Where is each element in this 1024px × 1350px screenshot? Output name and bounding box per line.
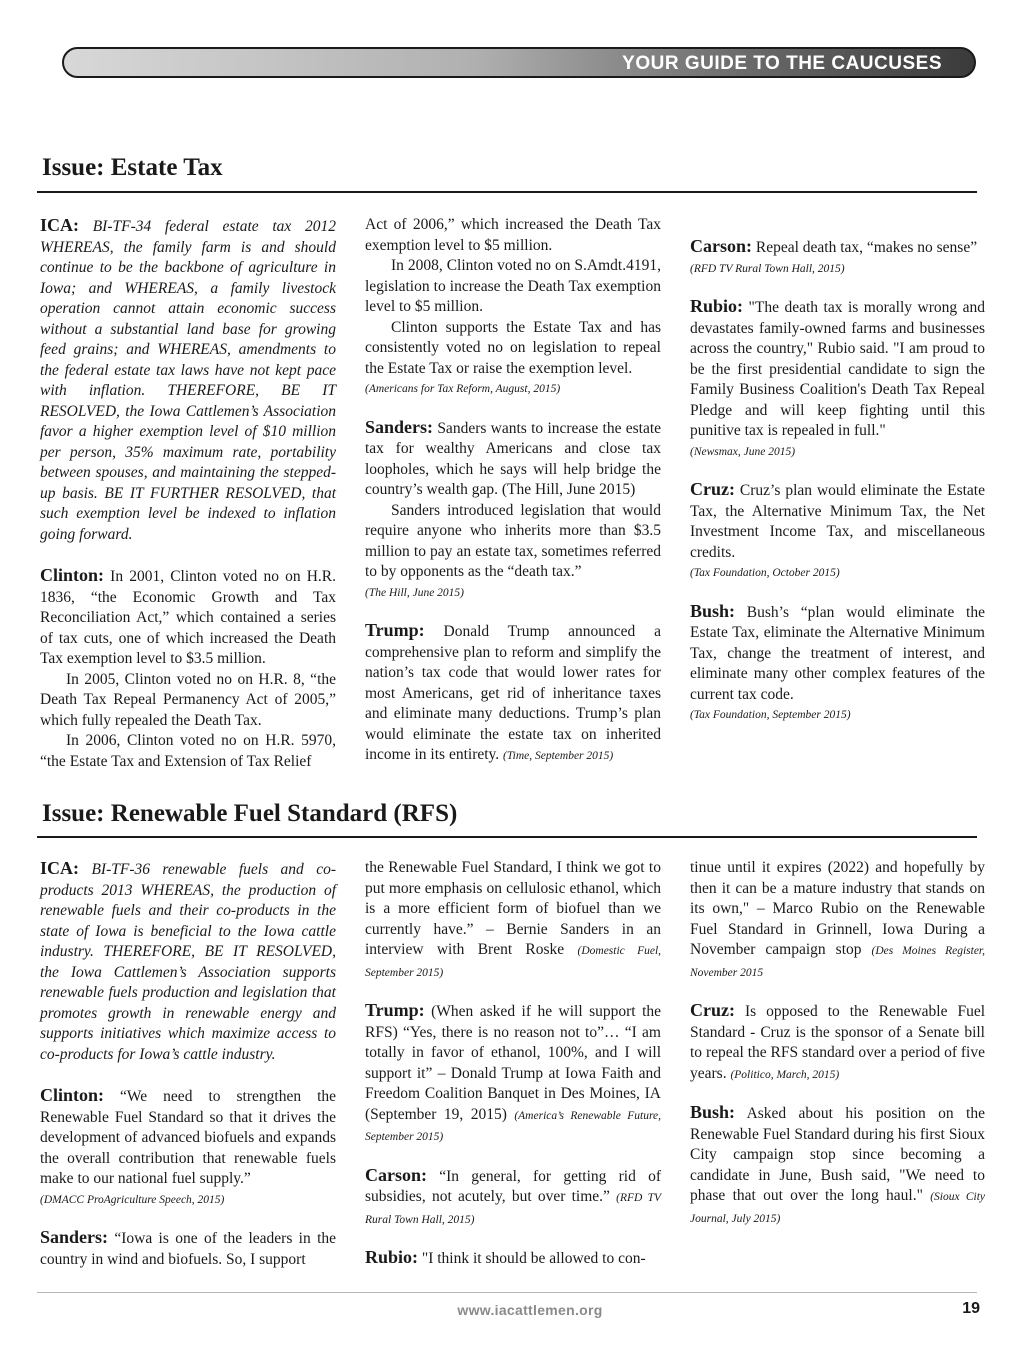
ica-resolution-text: BI-TF-36 renewable fuels and co-products 2013 WHEREAS, the production of renewable fuels and their co-products in the state of Iowa is beneficial to the Iowa cattle industry. THEREFORE, BE IT RESOLVED, the Iowa Cattlemen’s Association supports renewable fuels production and legislation that promotes growth in renewable energy and supports initiatives which maximize access to co-products for Iowa’s cattle industry.: [40, 861, 336, 1063]
estate-trump-entry: [365, 620, 661, 767]
paragraph-text: Sanders wants to increase the estate tax for wealthy Americans and close tax loopholes, which he says will help bridge the country’s wealth gap. (The Hill, June 2015): [365, 419, 662, 498]
estate-column-2: [365, 215, 661, 767]
estate-carson-entry: [690, 236, 985, 259]
paragraph-text: In 2006, Clinton voted no on H.R. 5970, “the Estate Tax and Extension of Tax Relief: [40, 732, 336, 770]
candidate-label: Cruz:: [690, 479, 735, 499]
paragraph-text: Repeal death tax, “makes no sense”: [755, 239, 978, 256]
citation: (Tax Foundation, October 2015): [690, 567, 840, 579]
citation: (RFD TV Rural Town Hall, 2015): [690, 262, 845, 275]
rfs-column-1: [40, 858, 336, 1270]
citation: (America’s Renewable Future, September 2015): [365, 1109, 662, 1143]
rfs-rubio-entry: [365, 1247, 661, 1270]
paragraph-text: Bush’s “plan would eliminate the Estate Tax, eliminate the Alternative Minimum Tax, change the treatment of interest, and eliminate many other complex features of the current tax code.: [690, 603, 985, 703]
paragraph-text: In 2008, Clinton voted no on S.Amdt.4191, legislation to increase the Death Tax exemption level to $5 million.: [365, 257, 661, 315]
ica-resolution-text: BI-TF-34 federal estate tax 2012 WHEREAS, the family farm is and should continue to be the backbone of agriculture in Iowa; and WHEREAS, a family livestock operation cannot attain economic success without a substantial land base for growing feed grains; and WHEREAS, amendments to the federal estate tax laws have not kept pace with inflation. THEREFORE, BE IT RESOLVED, the Iowa Cattlemen’s Association favor a higher exemption level of $10 million per person, 35% maximum rate, portability between spouses, and maintaining the stepped-up basis. BE IT FURTHER RESOLVED, that such exemption level be indexed to inflation going forward.: [40, 218, 337, 543]
paragraph-text: In 2005, Clinton voted no on H.R. 8, “the Death Tax Repeal Permanency Act of 2005,” which fully repealed the Death Tax.: [40, 670, 336, 729]
paragraph-text: Clinton supports the Estate Tax and has consistently voted no on legislation to repeal the Estate Tax or raise the exemption level.: [365, 318, 661, 377]
candidate-label: Bush:: [690, 600, 736, 621]
citation: (Des Moines Register, November 2015: [690, 945, 986, 979]
section-title-rfs: Issue: Renewable Fuel Standard (RFS): [42, 800, 458, 827]
header-banner: [62, 47, 976, 78]
citation: (Time, September 2015): [503, 750, 614, 762]
estate-cruz-entry: [690, 479, 985, 563]
candidate-label: Rubio:: [690, 296, 744, 316]
citation: (DMACC ProAgriculture Speech, 2015): [40, 1193, 225, 1206]
paragraph-text: Cruz’s plan would eliminate the Estate Tax, the Alternative Minimum Tax, the Net Investment Income Tax, and miscellaneous credits.: [690, 482, 985, 561]
paragraph-text: tinue until it expires (2022) and hopefully by then it can be a mature industry that stands on its own," – Marco Rubio on the Renewable Fuel Standard in Grinnell, Iowa During a November campaign stop: [690, 859, 985, 958]
estate-ica-entry: [40, 215, 336, 545]
citation: (RFD TV Rural Town Hall, 2015): [365, 1192, 662, 1226]
rfs-bush-entry: [690, 1102, 985, 1229]
candidate-label: Carson:: [690, 236, 752, 256]
rfs-rubio-continued: [690, 858, 985, 983]
candidate-label: Bush:: [690, 1102, 736, 1122]
rfs-clinton-entry: [40, 1085, 336, 1190]
citation: (Sioux City Journal, July 2015): [690, 1191, 986, 1225]
citation: (Domestic Fuel, September 2015): [365, 945, 662, 979]
candidate-label: Clinton:: [40, 565, 105, 585]
paragraph-text: "I think it should be allowed to con-: [421, 1250, 646, 1267]
rfs-column-3: [690, 858, 985, 1229]
page-number: 19: [962, 1300, 980, 1317]
rfs-cruz-entry: [690, 1000, 985, 1085]
candidate-label: Carson:: [365, 1164, 427, 1185]
paragraph-text: "The death tax is morally wrong and devastates family-owned farms and businesses across the country," Rubio said. "I am proud to be the first presidential candidate to sign the Family Business Coalition's Death Tax Repeal Pledge and will keep fighting until this punitive tax is repealed in full.": [690, 299, 986, 439]
paragraph-text: Asked about his position on the Renewable Fuel Standard during his first Sioux City campaign stop since becoming a candidate in June, Bush said, "We need to phase that out over the long haul.": [690, 1105, 985, 1204]
candidate-label: Trump:: [365, 1000, 425, 1020]
paragraph-text: In 2001, Clinton voted no on H.R. 1836, “the Economic Growth and Tax Reconciliation Act,” which contained a series of tax cuts, one of which increased the Death Tax exemption level to $3.5 million.: [40, 568, 336, 667]
footer-divider: [37, 1292, 977, 1293]
candidate-label: Rubio:: [365, 1247, 419, 1267]
candidate-label: Clinton:: [40, 1085, 105, 1105]
candidate-label: ICA:: [40, 215, 79, 235]
rfs-carson-entry: [365, 1165, 661, 1231]
paragraph-text: Is opposed to the Renewable Fuel Standard - Cruz is the sponsor of a Senate bill to repeal the RFS standard over a period of five years.: [690, 1003, 986, 1082]
citation: (Americans for Tax Reform, August, 2015): [365, 383, 561, 395]
section-divider: [37, 836, 977, 838]
candidate-label: Sanders:: [40, 1227, 109, 1247]
candidate-label: Trump:: [365, 620, 425, 640]
citation: (Politico, March, 2015): [730, 1068, 840, 1081]
candidate-label: ICA:: [40, 858, 79, 878]
paragraph-text: Sanders introduced legislation that would require anyone who inherits more than $3.5 million to pay an estate tax, sometimes referred to by opponents as the “death tax.”: [365, 501, 661, 580]
estate-bush-entry: [690, 601, 985, 706]
footer-website-link[interactable]: www.iacattlemen.org: [457, 1302, 603, 1318]
estate-column-3: [690, 236, 985, 726]
paragraph-text: Act of 2006,” which increased the Death Tax exemption level to $5 million.: [365, 216, 661, 254]
rfs-sanders-entry: [40, 1227, 336, 1270]
paragraph-text: (When asked if he will support the RFS) “Yes, there is no reason not to”… “I am totally in favor of ethanol, 100%, and I will support it” – Donald Trump at Iowa Faith and Freedom Coalition Banquet in Des Moines, IA (September 19, 2015): [365, 1003, 662, 1123]
section-divider: [37, 191, 977, 193]
candidate-label: Cruz:: [690, 1000, 735, 1020]
paragraph-text: “Iowa is one of the leaders in the country in wind and biofuels. So, I support: [40, 1230, 337, 1268]
estate-rubio-entry: [690, 296, 985, 442]
citation: (Tax Foundation, September 2015): [690, 709, 851, 721]
citation: (Newsmax, June 2015): [690, 445, 796, 458]
paragraph-text: Donald Trump announced a comprehensive plan to reform and simplify the nation’s tax code that would lower rates for most Americans, get rid of inheritance taxes and eliminate many deductions. Trump’s plan would eliminate the estate tax on inherited income in its entirety.: [365, 623, 661, 763]
paragraph-text: the Renewable Fuel Standard, I think we got to put more emphasis on cellulosic ethanol, which is a more efficient form of biofuel than we currently have.” – Bernie Sanders in an interview with Brent Roske: [365, 859, 661, 958]
citation: (The Hill, June 2015): [365, 586, 465, 599]
estate-sanders-entry: [365, 417, 661, 501]
rfs-sanders-continued: [365, 858, 661, 983]
rfs-column-2: [365, 858, 661, 1270]
rfs-ica-entry: [40, 858, 336, 1065]
rfs-trump-entry: [365, 1000, 661, 1148]
paragraph-text: “In general, for getting rid of subsidies, not acutely, but over time.”: [365, 1167, 661, 1205]
candidate-label: Sanders:: [365, 416, 434, 437]
banner-title: YOUR GUIDE TO THE CAUCUSES: [622, 53, 942, 74]
estate-clinton-entry: [40, 565, 336, 670]
estate-column-1: [40, 215, 336, 772]
paragraph-text: “We need to strengthen the Renewable Fuel Standard so that it drives the development of advanced biofuels and expands the overall contribution that renewable fuels make to our national fuel supply.”: [40, 1088, 337, 1187]
section-title-estate-tax: Issue: Estate Tax: [42, 154, 223, 181]
